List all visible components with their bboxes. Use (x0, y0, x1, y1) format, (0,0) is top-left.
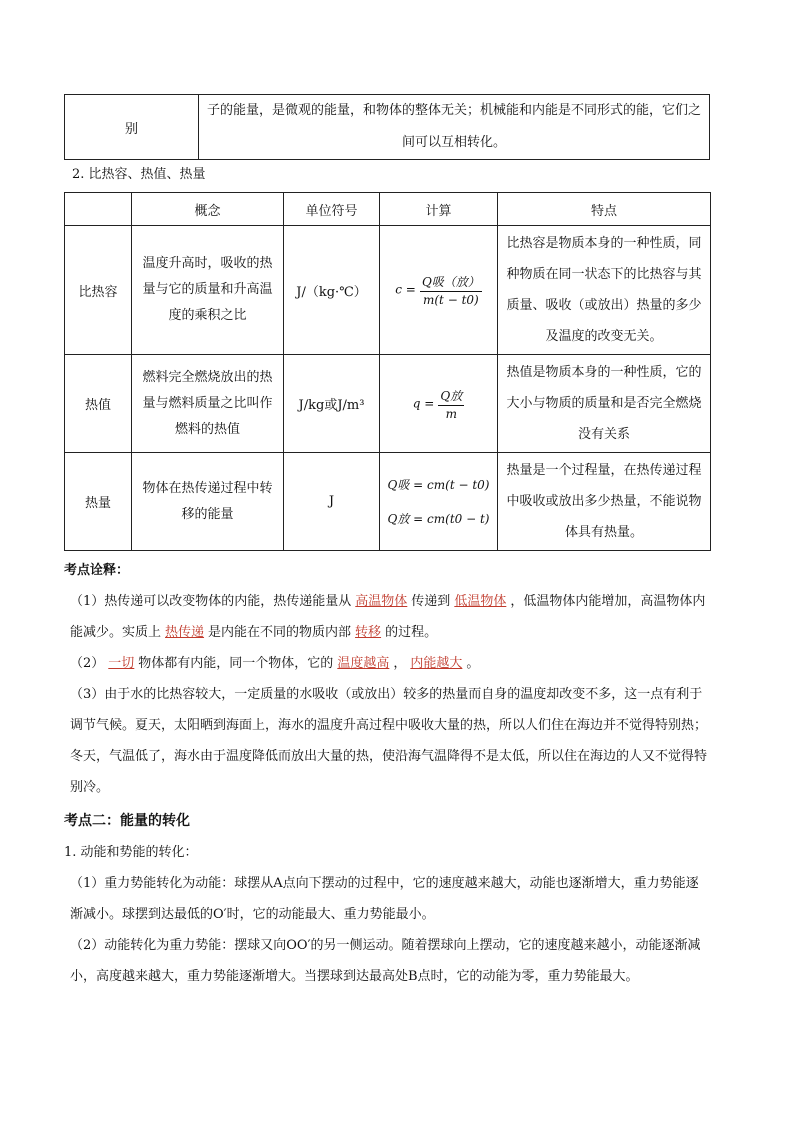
row-formula (380, 453, 498, 551)
row-concept: 燃料完全燃烧放出的热量与燃料质量之比叫作燃料的热值 (132, 355, 284, 453)
formula-numerator: Q吸（放） (420, 273, 482, 292)
table-row (65, 355, 711, 453)
table-row (65, 453, 711, 551)
row-label: 别 (65, 95, 199, 160)
row-concept: 温度升高时，吸收的热量与它的质量和升高温度的乘积之比 (132, 226, 284, 355)
answer-blank: 高温物体 (355, 594, 408, 609)
page (64, 94, 710, 992)
row-content: 子的能量，是微观的能量，和物体的整体无关；机械能和内能是不同形式的能，它们之间可以互相转化。 (199, 95, 710, 160)
formula-lhs: q = (412, 396, 435, 410)
answer-blank: 低温物体 (454, 594, 507, 609)
header-unit: 单位符号 (284, 193, 380, 226)
answer-blank: 转移 (355, 625, 382, 640)
row-name: 热值 (65, 355, 132, 453)
note-text: 传递到 (411, 594, 451, 609)
row-formula (380, 355, 498, 453)
formula-denominator: m (445, 406, 458, 421)
note-paragraph-1 (64, 586, 710, 648)
formula-denominator: m(t − t0) (423, 293, 479, 307)
formula-fraction (438, 387, 464, 421)
row-formula (380, 226, 498, 355)
note-text: （1）热传递可以改变物体的内能，热传递能量从 (70, 594, 352, 609)
header-feature: 特点 (498, 193, 711, 226)
note-text: ，低温物体内能增加，高温物体内能减少。实质上 (70, 594, 706, 640)
notes-heading: 考点诠释： (64, 563, 130, 578)
section-title: 2. 比热容、热值、热量 (72, 167, 206, 182)
formula-absorb: Q吸 = cm(t − t0) (387, 477, 490, 492)
note-text: 是内能在不同的物质内部 (208, 625, 352, 640)
answer-blank: 热传递 (165, 625, 205, 640)
header-formula: 计算 (380, 193, 498, 226)
note-text: 的过程。 (385, 625, 438, 640)
notes-section (64, 555, 710, 803)
answer-blank: 内能越大 (410, 656, 463, 671)
answer-blank: 温度越高 (337, 656, 390, 671)
row-feature: 热值是物质本身的一种性质，它的大小与物质的质量和是否完全燃烧没有关系 (498, 355, 711, 453)
row-feature: 比热容是物质本身的一种性质，同种物质在同一状态下的比热容与其质量、吸收（或放出）热量的多少及温度的改变无关。 (498, 226, 711, 355)
formula-release: Q放 = cm(t0 − t) (387, 511, 490, 526)
row-unit: J/（kg·℃） (284, 226, 380, 355)
note-text: （2） (70, 656, 105, 671)
section-energy-conversion (64, 805, 710, 992)
note-text: ， (393, 656, 407, 671)
note-paragraph-3: （3）由于水的比热容较大，一定质量的水吸收（或放出）较多的热量而自身的温度却改变不多，这一点有利于调节气候。夏天，太阳晒到海面上，海水的温度升高过程中吸收大量的热，所以人们住在海边并不觉得特别热；冬天，气温低了，海水由于温度降低而放出大量的热，使沿海气温降得不是太低，所以住在海边的人又不觉得特别冷。 (70, 687, 708, 795)
row-concept: 物体在热传递过程中转移的能量 (132, 453, 284, 551)
row-unit: J (284, 453, 380, 551)
formula-lhs: c = (395, 282, 416, 297)
formula-fraction (420, 273, 482, 307)
formula-numerator: Q放 (438, 387, 464, 406)
header-empty (65, 193, 132, 226)
top-table (64, 94, 710, 160)
row-feature: 热量是一个过程量，在热传递过程中吸收或放出多少热量，不能说物体具有热量。 (498, 453, 711, 551)
row-name: 比热容 (65, 226, 132, 355)
row-name: 热量 (65, 453, 132, 551)
section-heading: 考点二：能量的转化 (64, 813, 190, 829)
table-row (65, 226, 711, 355)
answer-blank: 一切 (108, 656, 135, 671)
header-concept: 概念 (132, 193, 284, 226)
subheading: 1. 动能和势能的转化： (64, 845, 198, 860)
paragraph: （2）动能转化为重力势能：摆球又向OO′的另一侧运动。随着摆球向上摆动，它的速度越来越小，动能逐渐减小，高度越来越大，重力势能逐渐增大。当摆球到达最高处B点时，它的动能为零，重力势能最大。 (70, 938, 701, 984)
note-paragraph-2 (64, 648, 710, 679)
heat-table (64, 192, 711, 551)
row-unit: J/kg或J/m³ (284, 355, 380, 453)
paragraph: （1）重力势能转化为动能：球摆从A点向下摆动的过程中，它的速度越来越大，动能也逐渐增大，重力势能逐渐减小。球摆到达最低的O′时，它的动能最大、重力势能最小。 (70, 876, 699, 922)
note-text: 。 (466, 656, 480, 671)
table-row (65, 95, 710, 160)
table-header-row (65, 193, 711, 226)
note-text: 物体都有内能，同一个物体，它的 (138, 656, 334, 671)
